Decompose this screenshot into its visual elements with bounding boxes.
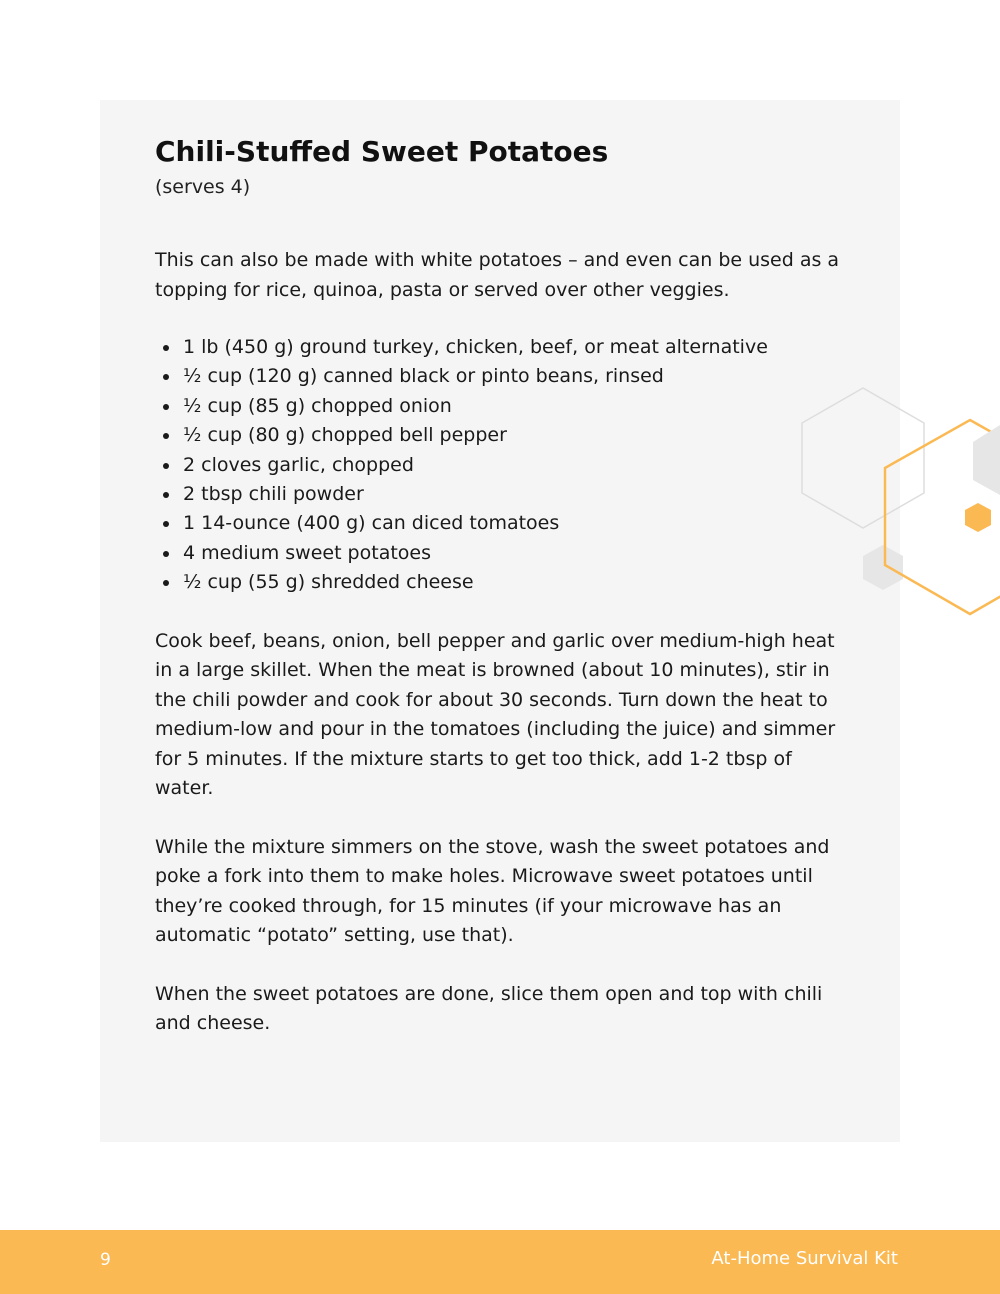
recipe-title: Chili-Stuffed Sweet Potatoes — [155, 135, 609, 168]
ingredient-item: 4 medium sweet potatoes — [155, 539, 855, 568]
recipe-content — [155, 132, 855, 1039]
recipe-intro: This can also be made with white potatoes – and even can be used as a topping for rice, quinoa, pasta or served over other veggies. — [155, 249, 840, 301]
hexagon-filled-gray — [863, 545, 903, 590]
recipe-step-cook: Cook beef, beans, onion, bell pepper and garlic over medium-high heat in a large skillet. When the meat is browned (about 10 minutes), stir in the chili powder and cook for about 30 seconds. Turn down the heat to medium-low and pour in the tomatoes (including the juice) and simmer for 5 minutes. If the mixture starts to get too thick, add 1-2 tbsp of water. — [155, 629, 836, 800]
ingredient-item: 1 lb (450 g) ground turkey, chicken, beef, or meat alternative — [155, 333, 855, 362]
hexagon-edge-gray — [973, 425, 1000, 495]
ingredient-item: ½ cup (55 g) shredded cheese — [155, 568, 855, 597]
recipe-serves: (serves 4) — [155, 176, 251, 198]
ingredient-item: 1 14-ounce (400 g) can diced tomatoes — [155, 509, 855, 538]
ingredient-item: ½ cup (80 g) chopped bell pepper — [155, 421, 855, 450]
hexagon-filled-orange — [965, 503, 991, 532]
recipe-step-microwave: While the mixture simmers on the stove, wash the sweet potatoes and poke a fork into them to make holes. Microwave sweet potatoes until they’re cooked through, for 15 minutes (if your microwave has an automatic “potato” setting, use that). — [155, 835, 830, 947]
footer-title: At-Home Survival Kit — [711, 1248, 898, 1269]
page-number: 9 — [100, 1250, 111, 1270]
ingredient-list — [155, 333, 855, 598]
recipe-step-serve: When the sweet potatoes are done, slice them open and top with chili and cheese. — [155, 982, 823, 1035]
ingredient-item: ½ cup (120 g) canned black or pinto beans, rinsed — [155, 362, 855, 391]
page-footer — [0, 1230, 1000, 1294]
ingredient-item: ½ cup (85 g) chopped onion — [155, 392, 855, 421]
ingredient-item: 2 tbsp chili powder — [155, 480, 855, 509]
ingredient-item: 2 cloves garlic, chopped — [155, 451, 855, 480]
